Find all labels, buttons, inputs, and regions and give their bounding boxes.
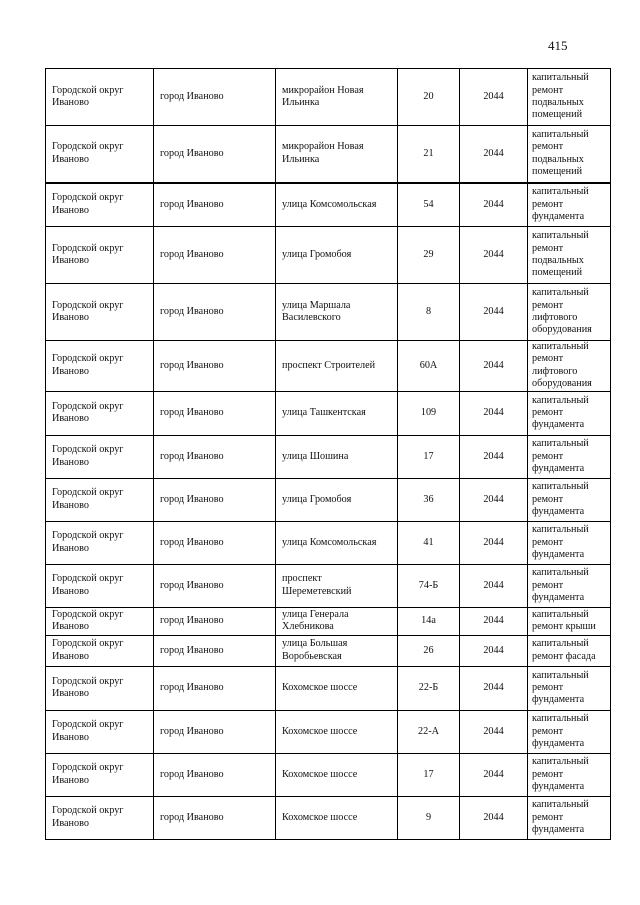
work-type-cell: капитальный ремонт подвальных помещений [528,126,611,183]
house-number-cell: 14а [398,607,460,635]
district-cell: Городской округ Иваново [46,710,154,753]
city-cell: город Иваново [154,341,276,392]
street-cell: Кохомское шоссе [276,710,398,753]
street-cell: Кохомское шоссе [276,666,398,710]
district-cell: Городской округ Иваново [46,391,154,435]
street-cell: улица Маршала Василевского [276,284,398,341]
district-cell: Городской округ Иваново [46,796,154,839]
page-number: 415 [548,38,568,53]
house-number-cell: 20 [398,69,460,126]
city-cell: город Иваново [154,666,276,710]
district-cell: Городской округ Иваново [46,478,154,521]
street-cell: Кохомское шоссе [276,753,398,796]
work-type-cell: капитальный ремонт фундамента [528,478,611,521]
district-cell: Городской округ Иваново [46,341,154,392]
work-type-cell: капитальный ремонт фундамента [528,435,611,478]
city-cell: город Иваново [154,435,276,478]
street-cell: улица Генерала Хлебникова [276,607,398,635]
district-cell: Городской округ Иваново [46,435,154,478]
work-type-cell: капитальный ремонт фундамента [528,666,611,710]
house-number-cell: 26 [398,635,460,666]
district-cell: Городской округ Иваново [46,126,154,183]
work-type-cell: капитальный ремонт крыши [528,607,611,635]
street-cell: микрорайон Новая Ильинка [276,126,398,183]
work-type-cell: капитальный ремонт фундамента [528,564,611,607]
city-cell: город Иваново [154,607,276,635]
table-row [46,564,611,607]
street-cell: улица Громобоя [276,227,398,284]
year-cell: 2044 [460,227,528,284]
table-row [46,666,611,710]
district-cell: Городской округ Иваново [46,227,154,284]
house-number-cell: 60А [398,341,460,392]
table-row [46,478,611,521]
street-cell: улица Громобоя [276,478,398,521]
year-cell: 2044 [460,69,528,126]
district-cell: Городской округ Иваново [46,635,154,666]
table-row [46,710,611,753]
work-type-cell: капитальный ремонт лифтового оборудования [528,284,611,341]
year-cell: 2044 [460,521,528,564]
work-type-cell: капитальный ремонт фундамента [528,710,611,753]
street-cell: улица Комсомольская [276,521,398,564]
year-cell: 2044 [460,341,528,392]
table-row [46,69,611,126]
work-type-cell: капитальный ремонт фундамента [528,391,611,435]
house-number-cell: 109 [398,391,460,435]
work-type-cell: капитальный ремонт фундамента [528,183,611,227]
house-number-cell: 21 [398,126,460,183]
city-cell: город Иваново [154,183,276,227]
year-cell: 2044 [460,666,528,710]
city-cell: город Иваново [154,126,276,183]
table-row [46,435,611,478]
house-number-cell: 54 [398,183,460,227]
table-row [46,227,611,284]
year-cell: 2044 [460,564,528,607]
house-number-cell: 17 [398,435,460,478]
year-cell: 2044 [460,753,528,796]
work-type-cell: капитальный ремонт лифтового оборудования [528,341,611,392]
table-row [46,753,611,796]
house-number-cell: 41 [398,521,460,564]
year-cell: 2044 [460,183,528,227]
district-cell: Городской округ Иваново [46,284,154,341]
table-row [46,284,611,341]
district-cell: Городской округ Иваново [46,666,154,710]
district-cell: Городской округ Иваново [46,521,154,564]
table-row [46,391,611,435]
house-number-cell: 74-Б [398,564,460,607]
district-cell: Городской округ Иваново [46,607,154,635]
house-number-cell: 9 [398,796,460,839]
city-cell: город Иваново [154,227,276,284]
street-cell: проспект Шереметевский [276,564,398,607]
house-number-cell: 8 [398,284,460,341]
table-row [46,796,611,839]
table-row [46,183,611,227]
district-cell: Городской округ Иваново [46,753,154,796]
house-number-cell: 17 [398,753,460,796]
work-type-cell: капитальный ремонт фундамента [528,796,611,839]
city-cell: город Иваново [154,391,276,435]
house-number-cell: 29 [398,227,460,284]
year-cell: 2044 [460,126,528,183]
year-cell: 2044 [460,607,528,635]
city-cell: город Иваново [154,478,276,521]
district-cell: Городской округ Иваново [46,69,154,126]
table-body [46,69,611,840]
city-cell: город Иваново [154,284,276,341]
repair-schedule-table [45,68,611,840]
table-row [46,635,611,666]
house-number-cell: 22-А [398,710,460,753]
table-row [46,126,611,183]
street-cell: улица Шошина [276,435,398,478]
city-cell: город Иваново [154,69,276,126]
table-row [46,341,611,392]
street-cell: улица Ташкентская [276,391,398,435]
house-number-cell: 22-Б [398,666,460,710]
year-cell: 2044 [460,284,528,341]
city-cell: город Иваново [154,635,276,666]
year-cell: 2044 [460,478,528,521]
work-type-cell: капитальный ремонт подвальных помещений [528,227,611,284]
house-number-cell: 36 [398,478,460,521]
year-cell: 2044 [460,391,528,435]
work-type-cell: капитальный ремонт фундамента [528,753,611,796]
street-cell: Кохомское шоссе [276,796,398,839]
work-type-cell: капитальный ремонт фасада [528,635,611,666]
city-cell: город Иваново [154,710,276,753]
table-row [46,521,611,564]
district-cell: Городской округ Иваново [46,183,154,227]
city-cell: город Иваново [154,753,276,796]
street-cell: улица Большая Воробьевская [276,635,398,666]
city-cell: город Иваново [154,564,276,607]
work-type-cell: капитальный ремонт фундамента [528,521,611,564]
city-cell: город Иваново [154,796,276,839]
year-cell: 2044 [460,710,528,753]
street-cell: проспект Строителей [276,341,398,392]
year-cell: 2044 [460,435,528,478]
year-cell: 2044 [460,796,528,839]
city-cell: город Иваново [154,521,276,564]
district-cell: Городской округ Иваново [46,564,154,607]
table-row [46,607,611,635]
street-cell: микрорайон Новая Ильинка [276,69,398,126]
year-cell: 2044 [460,635,528,666]
work-type-cell: капитальный ремонт подвальных помещений [528,69,611,126]
street-cell: улица Комсомольская [276,183,398,227]
